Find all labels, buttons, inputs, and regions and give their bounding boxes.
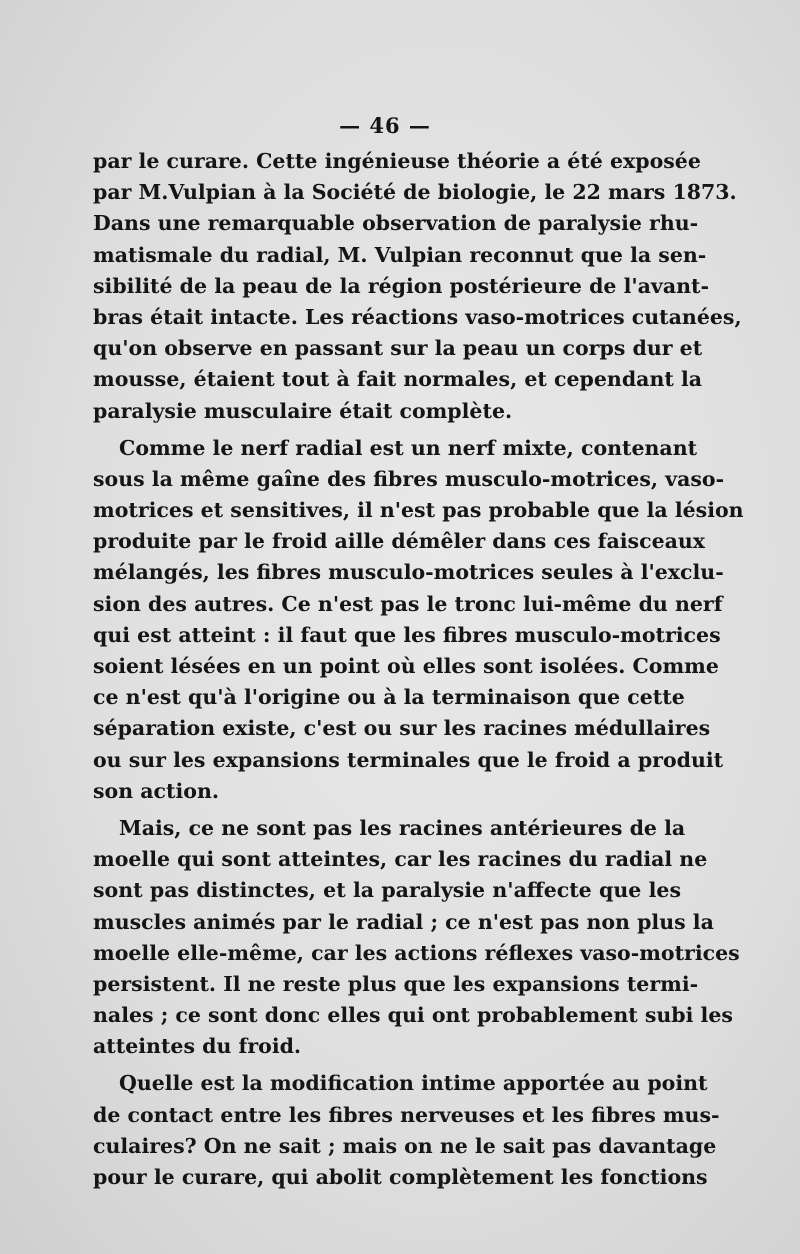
text-line: atteintes du froid. xyxy=(93,1034,302,1059)
page-number: — 46 — xyxy=(339,113,431,138)
text-line: bras était intacte. Les réactions vaso-motrices cutanées, xyxy=(93,304,742,329)
paragraph xyxy=(93,146,742,427)
text-line: moelle qui sont atteintes, car les racines du radial ne xyxy=(93,847,708,872)
text-line: Dans une remarquable observation de paralysie rhu- xyxy=(93,211,699,236)
text-line: séparation existe, c'est ou sur les racines médullaires xyxy=(93,716,711,741)
text-line: son action. xyxy=(93,778,219,803)
text-line: sibilité de la peau de la région postérieure de l'avant- xyxy=(93,273,710,298)
text-line: muscles animés par le radial ; ce n'est pas non plus la xyxy=(93,909,714,934)
paragraph xyxy=(93,813,740,1063)
text-line: par M.Vulpian à la Société de biologie, le 22 mars 1873. xyxy=(93,180,737,205)
text-line: soient lésées en un point où elles sont isolées. Comme xyxy=(93,654,719,678)
text-line: nales ; ce sont donc elles qui ont probablement subi les xyxy=(93,1003,733,1028)
text-line: qui est atteint : il faut que les fibres musculo-motrices xyxy=(93,622,721,647)
text-line: persistent. Il ne reste plus que les expansions termi- xyxy=(93,971,699,996)
paragraph xyxy=(93,1068,720,1193)
text-line: Mais, ce ne sont pas les racines antérieures de la xyxy=(119,815,686,840)
text-line: sion des autres. Ce n'est pas le tronc lui-même du nerf xyxy=(93,591,723,616)
body-text xyxy=(93,146,744,1193)
text-line: ou sur les expansions terminales que le froid a produit xyxy=(93,747,724,772)
text-line: sont pas distinctes, et la paralysie n'affecte que les xyxy=(93,878,681,903)
text-line: paralysie musculaire était complète. xyxy=(93,398,513,423)
text-line: qu'on observe en passant sur la peau un corps dur et xyxy=(93,336,703,361)
text-line: pour le curare, qui abolit complètement les fonctions xyxy=(93,1165,708,1189)
text-line: de contact entre les fibres nerveuses et les fibres mus- xyxy=(93,1102,720,1127)
text-line: sous la même gaîne des fibres musculo-motrices, vaso- xyxy=(93,466,725,491)
text-line: moelle elle-même, car les actions réflexes vaso-motrices xyxy=(93,940,740,965)
text-line: mélangés, les fibres musculo-motrices seules à l'exclu- xyxy=(93,560,724,585)
text-line: Comme le nerf radial est un nerf mixte, contenant xyxy=(119,435,698,460)
text-line: ce n'est qu'à l'origine ou à la terminaison que cette xyxy=(93,685,685,710)
text-line: matismale du radial, M. Vulpian reconnut que la sen- xyxy=(93,242,707,267)
paragraph xyxy=(93,433,744,807)
text-line: par le curare. Cette ingénieuse théorie a été exposée xyxy=(93,149,701,173)
text-line: Quelle est la modification intime apportée au point xyxy=(119,1071,708,1096)
text-line: motrices et sensitives, il n'est pas probable que la lésion xyxy=(93,498,744,523)
text-line: mousse, étaient tout à fait normales, et cependant la xyxy=(93,367,703,392)
text-line: culaires? On ne sait ; mais on ne le sait pas davantage xyxy=(93,1133,717,1158)
text-line: produite par le froid aille démêler dans ces faisceaux xyxy=(93,529,706,554)
